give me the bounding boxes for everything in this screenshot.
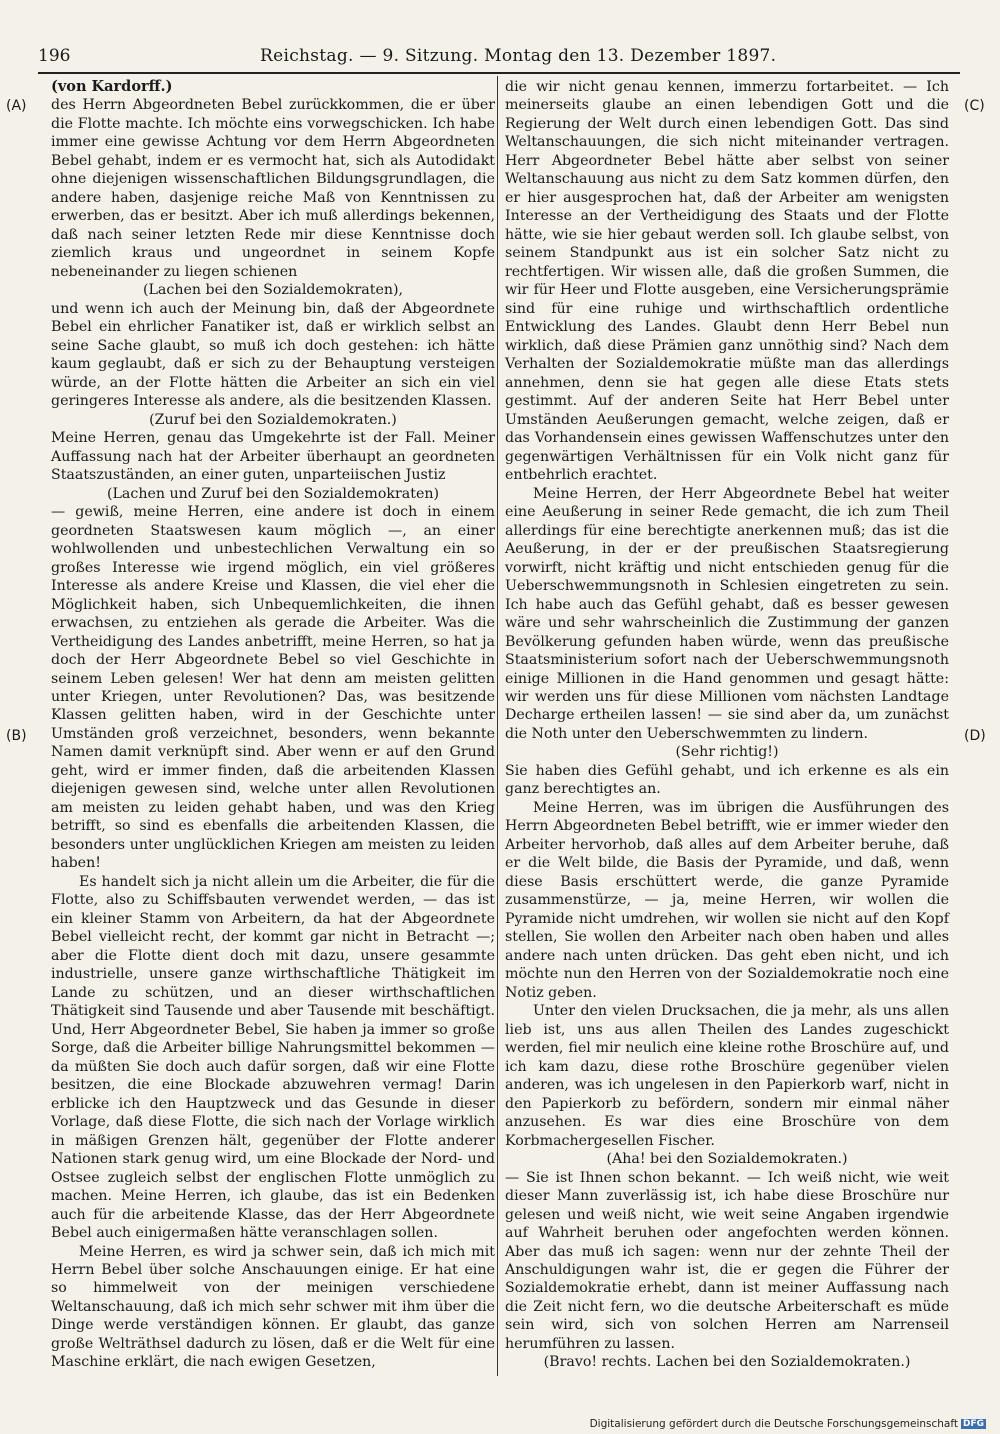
paragraph: Es handelt sich ja nicht allein um die Arbeiter, die für die Flotte, also zu Schiffsbauten verwendet werden, — das ist ein kleiner Stamm von Arbeitern, da hat der Abgeordnete Bebel vielleicht recht, der kommt gar nicht in Betracht —; aber die Flotte dient doch mit dazu, unsere gesammte industrielle, unsere ganze wirthschaftliche Thätigkeit im Lande zu schützen, und an dieser wirthschaftlichen Thätigkeit sind Tausende und aber Tausende mit beschäftigt. Und, Herr Abgeordneter Bebel, Sie haben ja immer so große Sorge, daß die Arbeiter billige Nahrungsmittel bekommen — da müßten Sie doch auch dafür sorgen, daß wir eine Flotte besitzen, die eine Blockade abzuwehren vermag! Darin erblicke ich den Hauptzweck und das Gesunde in dieser Vorlage, daß diese Flotte, die sich nach der Vorlage wirklich in mäßigen Grenzen hält, gegenüber der Flotte anderer Nationen stark genug wird, um eine Blockade der Nord- und Ostsee zugleich selbst der englischen Flotte unmöglich zu machen. Meine Herren, ich glaube, das ist ein Bedenken auch für die arbeitende Klasse, das der Herr Abgeordnete Bebel auch einigermaßen hätte veranschlagen sollen. (51, 873, 495, 1242)
running-title: Reichstag. — 9. Sitzung. Montag den 13. Dezember 1897. (260, 46, 777, 66)
paragraph: und wenn ich auch der Meinung bin, daß der Abgeordnete Bebel ein ehrlicher Fanatiker ist, daß er wirklich selbst an seine Sache glaubt, so muß ich doch gestehen: ich hätte kaum geglaubt, daß er sich zu der Behauptung versteigen würde, an der Flotte hätten die Arbeiter an sich ein viel geringeres Interesse als andere, als die besitzenden Klassen. (51, 300, 495, 410)
speaker-name: (von Kardorff.) (51, 78, 173, 95)
paragraph: Meine Herren, genau das Umgekehrte ist der Fall. Meiner Auffassung nach hat der Arbeiter überhaupt an geordneten Staatszuständen, an einer guten, unparteiischen Justiz (51, 430, 495, 484)
page-number: 196 (38, 46, 71, 66)
interjection: (Sehr richtig!) (675, 744, 779, 761)
interjection: (Aha! bei den Sozialdemokraten.) (606, 1151, 848, 1168)
left-column (51, 78, 495, 1372)
paragraph: — gewiß, meine Herren, eine andere ist doch in einem geordneten Staatswesen kaum möglich —, an einer wohlwollenden und unbestechlichen Verwaltung ein so großes Interesse wie irgend möglich, ein viel größeres Interesse als andere Kreise und Klassen, die viel eher die Möglichkeit haben, sich Unbequemlichkeiten, die ihnen erwachsen, zu entziehen als gerade die Arbeiter. Was die Vertheidigung des Landes anbetrifft, meine Herren, so hat ja doch der Herr Abgeordnete Bebel so viel Geschichte in seinem Leben gelesen! Wer hat denn am meisten gelitten unter Kriegen, unter Revolutionen? Das, was besitzende Klassen gelitten haben, wird in der Geschichte unter Umständen groß verzeichnet, besonders, wenn bekannte Namen damit verknüpft sind. Aber wenn er auf den Grund geht, wird er immer finden, daß die arbeitenden Klassen diejenigen gewesen sind, welche unter allen Revolutionen am meisten zu leiden gehabt haben, und was den Krieg betrifft, so sind es ebenfalls die arbeitenden Klassen, die besonders unter unglücklichen Kriegen am meisten zu leiden haben! (51, 504, 495, 872)
margin-marker-d: (D) (964, 728, 986, 744)
margin-marker-c: (C) (964, 98, 985, 114)
paragraph: Meine Herren, was im übrigen die Ausführungen des Herrn Abgeordneten Bebel betrifft, wie er immer wieder den Arbeiter hervorhob, daß alles auf dem Arbeiter beruhe, daß er die Welt bilde, die Basis der Pyramide, und daß, wenn diese Basis erschüttert werde, die ganze Pyramide zusammenstürze, — ja, meine Herren, wir wollen die Pyramide nicht umdrehen, wir wollen sie nicht auf den Kopf stellen, Sie wollen den Arbeiter nach oben haben und alles andere nach unten drücken. Das geht eben nicht, und ich möchte nun den Herren von der Sozialdemokratie noch eine Notiz geben. (505, 799, 949, 1001)
column-divider (497, 76, 498, 1376)
right-column (505, 78, 949, 1372)
interjection: (Lachen bei den Sozialdemokraten), (142, 282, 404, 299)
margin-marker-b: (B) (6, 728, 27, 744)
paragraph: — Sie ist Ihnen schon bekannt. — Ich weiß nicht, wie weit dieser Mann zuverlässig ist, ich habe diese Broschüre nur gelesen und weiß nicht, wie weit seine Angaben irgendwie auf Wahrheit beruhen oder angefochten werden können. Aber das muß ich sagen: wenn nur der zehnte Theil der Anschuldigungen wahr ist, die er gegen die Führer der Sozialdemokratie erhebt, dann ist meiner Auffassung nach die Zeit nicht fern, wo die deutsche Arbeiterschaft es müde sein wird, sich von solchen Herren am Narrenseil herumführen zu lassen. (505, 1169, 949, 1352)
footer-credit (590, 1418, 986, 1430)
paragraph: des Herrn Abgeordneten Bebel zurückkommen, die er über die Flotte machte. Ich möchte eins vorwegschicken. Ich habe immer eine gewisse Achtung vor dem Herrn Abgeordneten Bebel gehabt, indem er es vermocht hat, sich als Autodidakt ohne diejenigen wissenschaftlichen Bildungsgrundlagen, die andere haben, dasjenige reiche Maß von Kenntnissen zu erwerben, das er besitzt. Aber ich muß allerdings bekennen, daß nach seiner letzten Rede mir diese Kenntnisse doch ziemlich kraus und ungeordnet in seinem Kopfe nebeneinander zu liegen schienen (51, 97, 495, 280)
margin-marker-a: (A) (6, 98, 27, 114)
dfg-logo: DFG (962, 1419, 984, 1429)
paragraph: Unter den vielen Drucksachen, die ja mehr, als uns allen lieb ist, uns aus allen Theilen des Landes zugeschickt werden, fiel mir neulich eine kleine rothe Broschüre auf, und ich kam dazu, diese rothe Broschüre gegenüber vielen anderen, was ich ungelesen in den Papierkorb warf, nicht in den Papierkorb zu befördern, sondern mir einmal näher anzusehen. Es war dies eine Broschüre von dem Korbmachergesellen Fischer. (505, 1003, 949, 1149)
interjection: (Zuruf bei den Sozialdemokraten.) (149, 411, 397, 428)
header-rule (38, 72, 960, 74)
interjection: (Lachen und Zuruf bei den Sozialdemokraten) (106, 485, 440, 502)
interjection: (Bravo! rechts. Lachen bei den Sozialdemokraten.) (543, 1354, 911, 1371)
page-header (38, 46, 960, 70)
footer-credit-text: Digitalisierung gefördert durch die Deutsche Forschungsgemeinschaft (589, 1418, 958, 1430)
paragraph: Meine Herren, der Herr Abgeordnete Bebel hat weiter eine Aeußerung in seiner Rede gemacht, die ich zum Theil allerdings für eine berechtigte anerkennen muß; das ist die Aeußerung, in der er der preußischen Staatsregierung vorwirft, nicht kräftig und nicht entschieden genug für die Ueberschwemmungsnoth in Schlesien eingetreten zu sein. Ich habe auch das Gefühl gehabt, daß es besser gewesen wäre und sehr wahrscheinlich die Zustimmung der ganzen Bevölkerung gefunden haben würde, wenn das preußische Staatsministerium sofort nach der Ueberschwemmungsnoth einige Millionen in die Hand genommen und gesagt hätte: wir werden uns für diese Millionen vom nächsten Landtage Decharge ertheilen lassen! — sie sind aber da, um zunächst die Noth unter den Ueberschwemmten zu lindern. (505, 485, 949, 742)
paragraph: die wir nicht genau kennen, immerzu fortarbeitet. — Ich meinerseits glaube an einen lebendigen Gott und die Regierung der Welt durch einen lebendigen Gott. Das sind Weltanschauungen, die sich nicht miteinander vertragen. Herr Abgeordneter Bebel hätte aber selbst von seiner Weltanschauung aus nicht zu dem Satz kommen dürfen, den er hier ausgesprochen hat, daß der Arbeiter am wenigsten Interesse an der Vertheidigung des Staats und der Flotte hätte, wie sie hier gebaut werden soll. Ich glaube selbst, von seinem Standpunkt aus ist ein solcher Satz nicht zu rechtfertigen. Wir wissen alle, daß die großen Summen, die wir für Heer und Flotte ausgeben, eine Versicherungsprämie sind für eine ruhige und wirthschaftlich ordentliche Entwicklung des Landes. Glaubt denn Herr Bebel nun wirklich, daß diese Prämien ganz unnöthig sind? Nach dem Verhalten der Sozialdemokratie müßte man das allerdings annehmen, denn sie hat gegen alle diese Etats stets gestimmt. Auf der anderen Seite hat Herr Bebel unter Umständen Aeußerungen gemacht, welche zeigen, daß er das Vorhandensein eines gewissen Waffenschutzes unter den gegenwärtigen Verhältnissen für ein Volk nicht ganz für entbehrlich erachtet. (505, 79, 949, 484)
paragraph: Sie haben dies Gefühl gehabt, und ich erkenne es als ein ganz berechtigtes an. (505, 762, 949, 798)
paragraph: Meine Herren, es wird ja schwer sein, daß ich mich mit Herrn Bebel über solche Anschauungen einige. Er hat eine so himmelweit von der meinigen verschiedene Weltanschauung, daß ich mich sehr schwer mit ihm über die Dinge werde verständigen können. Er glaubt, das ganze große Welträthsel dadurch zu lösen, daß er die Welt für eine Maschine erklärt, die nach ewigen Gesetzen, (51, 1243, 495, 1371)
